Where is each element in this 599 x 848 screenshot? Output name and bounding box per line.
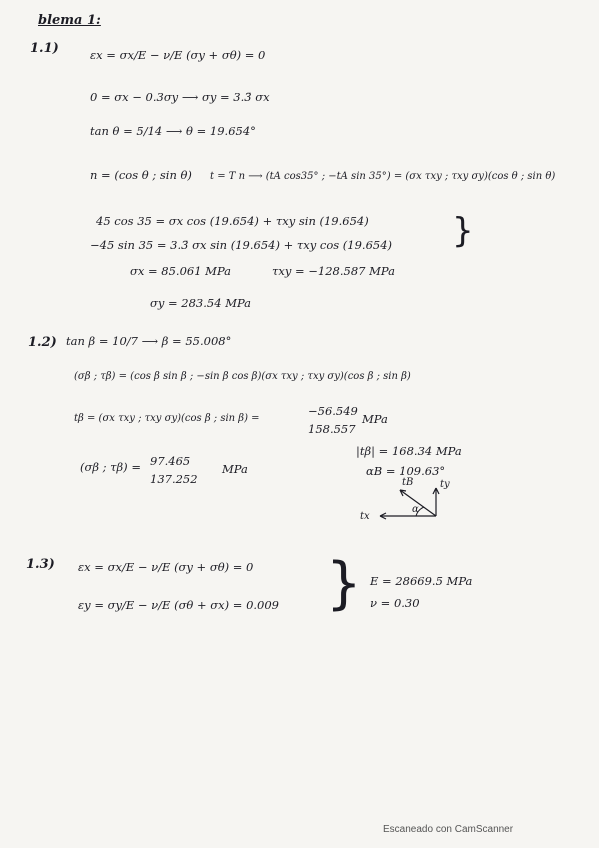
traction-equation: t = T n ⟶ (tA cos35° ; −tA sin 35°) = (σx τxy ; τxy σy)(cos θ ; sin θ): [210, 171, 556, 182]
strain-y-equation: εy = σy/E − ν/E (σθ + σx) = 0.009: [78, 598, 279, 612]
stress-beta-unit: MPa: [222, 462, 248, 476]
shear-stress-beta: 137.252: [150, 472, 198, 486]
rotated-stress-equation: (σβ ; τβ) = (cos β sin β ; −sin β cos β)(σx τxy ; τxy σy)(cos β ; sin β): [74, 371, 411, 382]
strain-x-equation: εx = σx/E − ν/E (σy + σθ) = 0: [78, 560, 254, 574]
beta-equation: tan β = 10/7 ⟶ β = 55.008°: [66, 334, 232, 348]
sketch-label-ty: ty: [440, 479, 450, 490]
normal-vector: n = (cos θ ; sin θ): [90, 168, 192, 182]
sketch-label-tx: tx: [360, 511, 370, 522]
traction-component-1: −56.549: [308, 404, 358, 418]
sigma-x-result: σx = 85.061 MPa: [130, 264, 232, 278]
scanner-watermark: Escaneado con CamScanner: [383, 824, 514, 835]
sketch-label-alpha: α: [412, 504, 419, 515]
problem-title: blema 1:: [38, 13, 101, 28]
traction-component-2: 158.557: [308, 422, 356, 436]
equilibrium-equation-1: 45 cos 35 = σx cos (19.654) + τxy sin (19.654): [96, 214, 369, 228]
stress-relation: 0 = σx − 0.3σy ⟶ σy = 3.3̄ σx: [90, 90, 270, 104]
stress-vector-lhs: (σβ ; τβ) =: [80, 460, 141, 474]
theta-equation: tan θ = 5/14 ⟶ θ = 19.654°: [90, 124, 256, 138]
poisson-ratio-result: ν = 0.30: [370, 596, 420, 610]
equilibrium-equation-2: −45 sin 35 = 3.3̄ σx sin (19.654) + τxy cos (19.654): [90, 238, 393, 252]
traction-magnitude: |tβ| = 168.34 MPa: [356, 444, 462, 458]
traction-unit: MPa: [362, 412, 388, 426]
part-1-2-label: 1.2): [28, 335, 57, 350]
sigma-y-result: σy = 283.54 MPa: [150, 296, 252, 310]
strain-equation-x: εx = σx/E − ν/E (σy + σθ) = 0: [90, 48, 266, 62]
traction-angle: αB = 109.63°: [366, 464, 446, 478]
youngs-modulus-result: E = 28669.5 MPa: [370, 574, 473, 588]
system-brace-1: }: [452, 211, 474, 251]
system-brace-2: }: [326, 551, 362, 616]
tau-xy-result: τxy = −128.587 MPa: [272, 264, 395, 278]
part-1-3-label: 1.3): [26, 557, 55, 572]
normal-stress-beta: 97.465: [150, 454, 191, 468]
traction-beta-equation: tβ = (σx τxy ; τxy σy)(cos β ; sin β) =: [74, 413, 260, 424]
sketch-label-tb: tB: [402, 477, 414, 488]
part-1-1-label: 1.1): [30, 41, 59, 56]
